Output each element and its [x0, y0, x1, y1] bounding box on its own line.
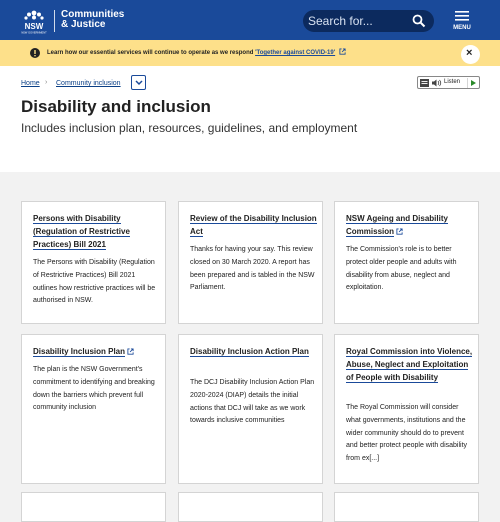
- card-ageing-disability-commission[interactable]: [334, 201, 479, 324]
- card-partial[interactable]: [178, 492, 323, 522]
- card-description: The DCJ Disability Inclusion Action Plan 2020-2024 (DIAP) details the initial actions that DCJ will take as we work towards inclusive communities: [190, 379, 315, 425]
- card-description: The plan is the NSW Government's commitment to identifying and breaking down the barriers which prevent full community inclusion: [33, 366, 155, 412]
- listen-button[interactable]: [417, 76, 480, 89]
- breadcrumb-expand-button[interactable]: [131, 75, 146, 90]
- card-description: Thanks for having your say. This review closed on 30 March 2020. A report has been prepared and is tabled in the NSW Parliament.: [190, 246, 315, 292]
- card-title-link[interactable]: Disability Inclusion Action Plan: [190, 347, 309, 356]
- card-title-link[interactable]: NSW Ageing and Disability Commission: [346, 214, 448, 236]
- card-disability-inclusion-plan[interactable]: [21, 334, 166, 484]
- chevron-down-icon: [135, 80, 143, 86]
- brand-line-2: & Justice: [61, 19, 106, 30]
- card-title[interactable]: [346, 212, 474, 238]
- close-icon: ×: [466, 47, 473, 59]
- breadcrumb-current[interactable]: Community inclusion: [56, 80, 121, 87]
- card-title-link[interactable]: Disability Inclusion Plan: [33, 347, 126, 356]
- menu-icon: [420, 79, 429, 87]
- card-royal-commission[interactable]: [334, 334, 479, 484]
- alert-text-body: Learn how our essential services will continue to operate as we respond: [47, 50, 256, 56]
- search-icon[interactable]: [412, 14, 426, 28]
- card-disability-inclusion-action-plan[interactable]: [178, 334, 323, 484]
- svg-text:NSW: NSW: [24, 22, 44, 31]
- card-review-disability-inclusion-act[interactable]: [178, 201, 323, 324]
- card-title-link[interactable]: Persons with Disability (Regulation of Restrictive Practices) Bill 2021: [33, 214, 130, 249]
- alert-link[interactable]: 'Together against COVID-19': [255, 50, 336, 56]
- logo-divider: [54, 10, 55, 32]
- speaker-icon: [432, 79, 442, 87]
- svg-text:NSW GOVERNMENT: NSW GOVERNMENT: [21, 31, 47, 35]
- play-icon[interactable]: [467, 78, 478, 88]
- menu-label: MENU: [453, 25, 471, 31]
- card-restrictive-practices-bill[interactable]: [21, 201, 166, 324]
- alert-close-button[interactable]: [461, 45, 480, 64]
- card-title-link[interactable]: Royal Commission into Violence, Abuse, Neglect and Exploitation of People with Disability: [346, 347, 473, 382]
- card-title[interactable]: [190, 345, 318, 358]
- hamburger-icon: [455, 11, 469, 21]
- card-title[interactable]: [33, 212, 161, 251]
- card-title[interactable]: [346, 345, 474, 384]
- breadcrumb-home[interactable]: Home: [21, 80, 40, 87]
- menu-button[interactable]: [445, 6, 479, 36]
- card-description: The Commission's role is to better protect older people and adults with disability from abuse, neglect and exploitation.: [346, 246, 457, 292]
- covid-alert-bar: [0, 40, 500, 66]
- card-description: The Persons with Disability (Regulation of Restrictive Practices) Bill 2021 outlines how restrictive practices will be authorised in NSW.: [33, 259, 156, 305]
- card-title-link[interactable]: Review of the Disability Inclusion Act: [190, 214, 317, 236]
- breadcrumb-separator: ›: [45, 79, 48, 86]
- card-title[interactable]: [190, 212, 318, 238]
- card-description: The Royal Commission will consider what governments, institutions and the wider community should do to prevent and better protect people with disability from ex[...]: [346, 404, 468, 463]
- external-link-icon: [339, 48, 346, 55]
- page-title: Disability and inclusion: [21, 97, 211, 116]
- search-placeholder: Search for...: [308, 14, 373, 28]
- external-link-icon: [396, 228, 403, 235]
- external-link-icon: [127, 348, 134, 355]
- card-partial[interactable]: [21, 492, 166, 522]
- page-subtitle: Includes inclusion plan, resources, guidelines, and employment: [21, 121, 358, 135]
- site-header: [0, 0, 500, 40]
- nsw-logo[interactable]: [20, 7, 48, 35]
- site-brand[interactable]: [61, 10, 124, 30]
- search-input[interactable]: [303, 10, 434, 32]
- exclamation-icon: [30, 48, 40, 58]
- brand-line-1: Communities: [61, 9, 125, 20]
- card-partial[interactable]: [334, 492, 479, 522]
- card-title[interactable]: [33, 345, 161, 358]
- alert-text: [47, 48, 346, 57]
- listen-label: Listen: [444, 79, 461, 85]
